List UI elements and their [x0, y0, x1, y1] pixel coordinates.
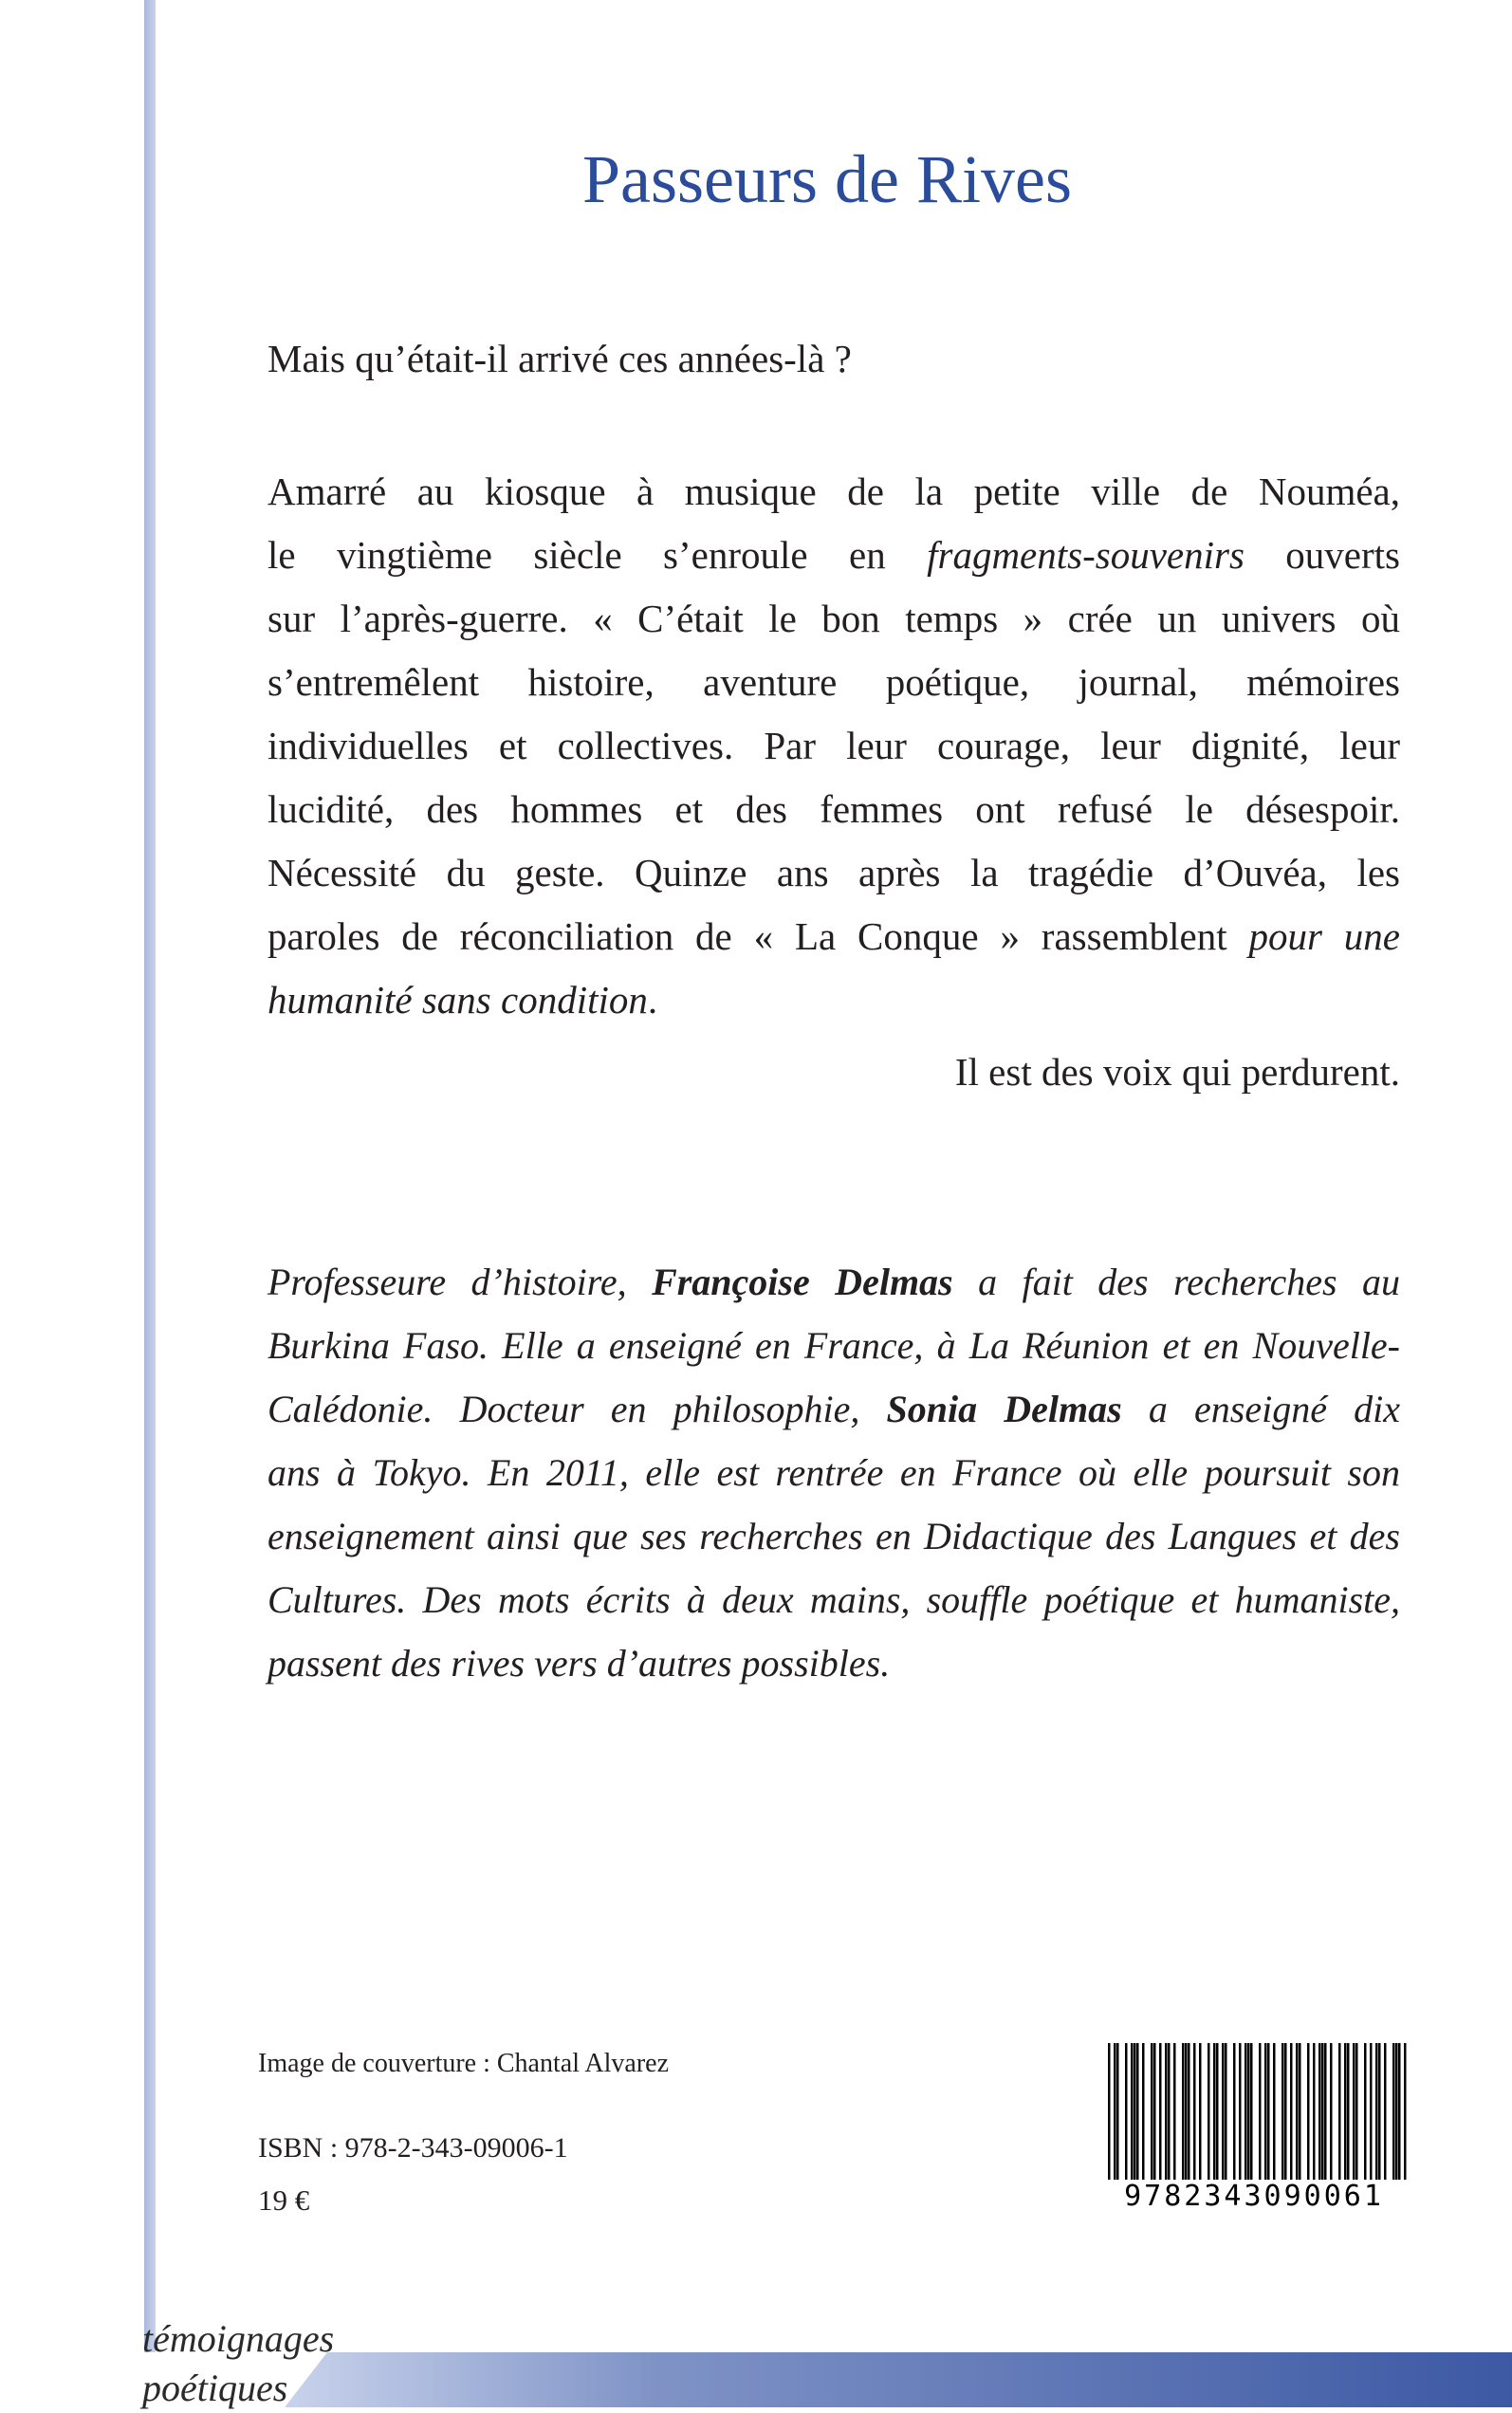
summary-paragraph	[267, 460, 1400, 1032]
author-bio	[267, 1250, 1400, 1695]
summary-emphasis: fragments-souvenirs	[927, 533, 1245, 577]
barcode-bar	[1136, 2043, 1139, 2182]
barcode-bar	[1290, 2043, 1293, 2182]
barcode-bar	[1108, 2043, 1111, 2182]
barcode-digits: 9782343090061	[1100, 2180, 1408, 2214]
collection-line-2: poétiques	[142, 2367, 288, 2409]
bio-line: ans à Tokyo. En 2011, elle est rentrée en France où elle poursuit son	[267, 1451, 1400, 1494]
bio-line: Burkina Faso. Elle a enseigné en France, à La Réunion et en Nouvelle-	[267, 1324, 1400, 1367]
barcode-bar	[1321, 2043, 1324, 2182]
barcode-bar	[1259, 2043, 1262, 2182]
bio-line: passent des rives vers d’autres possibles.	[267, 1642, 891, 1685]
barcode-bar	[1344, 2043, 1347, 2182]
barcode-bar	[1199, 2043, 1202, 2182]
closing-line: Il est des voix qui perdurent.	[954, 1050, 1400, 1094]
barcode-bar	[1299, 2043, 1301, 2182]
summary-text: paroles de réconciliation de « La Conque » rassemblent	[267, 914, 1249, 958]
barcode-bar	[1395, 2043, 1398, 2182]
bio-text: Professeure d’histoire,	[267, 1261, 653, 1303]
barcode-bar	[1273, 2043, 1276, 2182]
summary-text: .	[647, 978, 658, 1022]
summary-line: Nécessité du geste. Quinze ans après la tragédie d’Ouvéa, les	[267, 851, 1400, 894]
book-title: Passeurs de Rives	[582, 141, 1072, 217]
bottom-color-band	[285, 2352, 1512, 2407]
barcode-bar	[1239, 2043, 1242, 2182]
barcode-bar	[1282, 2043, 1284, 2182]
barcode-bar	[1318, 2043, 1321, 2182]
isbn: ISBN : 978-2-343-09006-1	[258, 2132, 568, 2164]
barcode-bar	[1134, 2043, 1136, 2182]
cover-image-credit: Image de couverture : Chantal Alvarez	[258, 2049, 670, 2078]
summary-emphasis: pour une	[1248, 914, 1401, 958]
barcode-bar	[1355, 2043, 1358, 2182]
bio-line	[267, 1250, 1400, 1314]
barcode-bar	[1378, 2043, 1381, 2182]
summary-line: sur l’après-guerre. « C’était le bon temps » crée un univers où	[267, 597, 1400, 640]
barcode-bar	[1384, 2043, 1387, 2182]
barcode-bar	[1168, 2043, 1171, 2182]
summary-line: lucidité, des hommes et des femmes ont refusé le désespoir.	[267, 787, 1400, 831]
bio-text: a enseigné dix	[1121, 1388, 1401, 1430]
barcode-bar	[1188, 2043, 1190, 2182]
barcode-bar	[1247, 2043, 1250, 2182]
barcode	[1100, 2039, 1408, 2214]
barcode-bar	[1193, 2043, 1196, 2182]
barcode-bar	[1213, 2043, 1216, 2182]
barcode-bar	[1153, 2043, 1156, 2182]
summary-line	[267, 524, 1400, 587]
price: 19 €	[258, 2183, 310, 2217]
barcode-bar	[1151, 2043, 1153, 2182]
barcode-bar	[1364, 2043, 1367, 2182]
barcode-bar	[1159, 2043, 1162, 2182]
author-name: Sonia Delmas	[886, 1388, 1122, 1430]
bio-line	[267, 1377, 1400, 1441]
barcode-bar	[1404, 2043, 1407, 2182]
barcode-bar	[1125, 2043, 1128, 2182]
summary-line	[267, 968, 1400, 1032]
bio-line: enseignement ainsi que ses recherches en Didactique des Langues et des	[267, 1515, 1400, 1557]
barcode-bar	[1225, 2043, 1227, 2182]
barcode-bar	[1296, 2043, 1299, 2182]
barcode-bar	[1330, 2043, 1333, 2182]
barcode-bar	[1264, 2043, 1267, 2182]
barcode-bar	[1131, 2043, 1134, 2182]
barcode-bar	[1398, 2043, 1401, 2182]
barcode-bar	[1267, 2043, 1270, 2182]
barcode-bar	[1370, 2043, 1373, 2182]
barcode-bar	[1233, 2043, 1236, 2182]
barcode-bar	[1142, 2043, 1145, 2182]
summary-line	[267, 905, 1400, 968]
barcode-bar	[1392, 2043, 1395, 2182]
summary-text: le vingtième siècle s’enroule en	[267, 533, 928, 577]
spine-accent-bar	[144, 0, 156, 2352]
bio-line: Cultures. Des mots écrits à deux mains, souffle poétique et humaniste,	[267, 1578, 1400, 1621]
barcode-bar	[1185, 2043, 1188, 2182]
barcode-bar	[1182, 2043, 1185, 2182]
barcode-bar	[1324, 2043, 1327, 2182]
summary-line: Amarré au kiosque à musique de la petite ville de Nouméa,	[267, 470, 1400, 513]
summary-text: ouverts	[1244, 533, 1400, 577]
barcode-bar	[1245, 2043, 1247, 2182]
barcode-bar	[1114, 2043, 1116, 2182]
barcode-bars-icon	[1100, 2039, 1408, 2182]
summary-emphasis: humanité sans condition	[267, 978, 648, 1022]
barcode-bar	[1307, 2043, 1310, 2182]
bio-text: Calédonie. Docteur en philosophie,	[267, 1388, 887, 1430]
bio-text: a fait des recherches au	[952, 1261, 1400, 1303]
opening-question: Mais qu’était-il arrivé ces années-là ?	[267, 337, 852, 380]
summary-line: individuelles et collectives. Par leur courage, leur dignité, leur	[267, 724, 1400, 767]
barcode-bar	[1347, 2043, 1350, 2182]
barcode-bar	[1250, 2043, 1253, 2182]
barcode-bar	[1313, 2043, 1316, 2182]
barcode-bar	[1165, 2043, 1168, 2182]
collection-line-1: témoignages	[142, 2317, 335, 2360]
barcode-bar	[1216, 2043, 1219, 2182]
barcode-bar	[1284, 2043, 1287, 2182]
summary-line: s’entremêlent histoire, aventure poétique, journal, mémoires	[267, 660, 1400, 704]
barcode-bar	[1338, 2043, 1341, 2182]
author-name: Françoise Delmas	[652, 1261, 953, 1303]
barcode-bar	[1116, 2043, 1119, 2182]
barcode-bar	[1173, 2043, 1176, 2182]
barcode-bar	[1208, 2043, 1210, 2182]
barcode-bar	[1222, 2043, 1225, 2182]
barcode-bar	[1353, 2043, 1355, 2182]
barcode-bar	[1375, 2043, 1378, 2182]
